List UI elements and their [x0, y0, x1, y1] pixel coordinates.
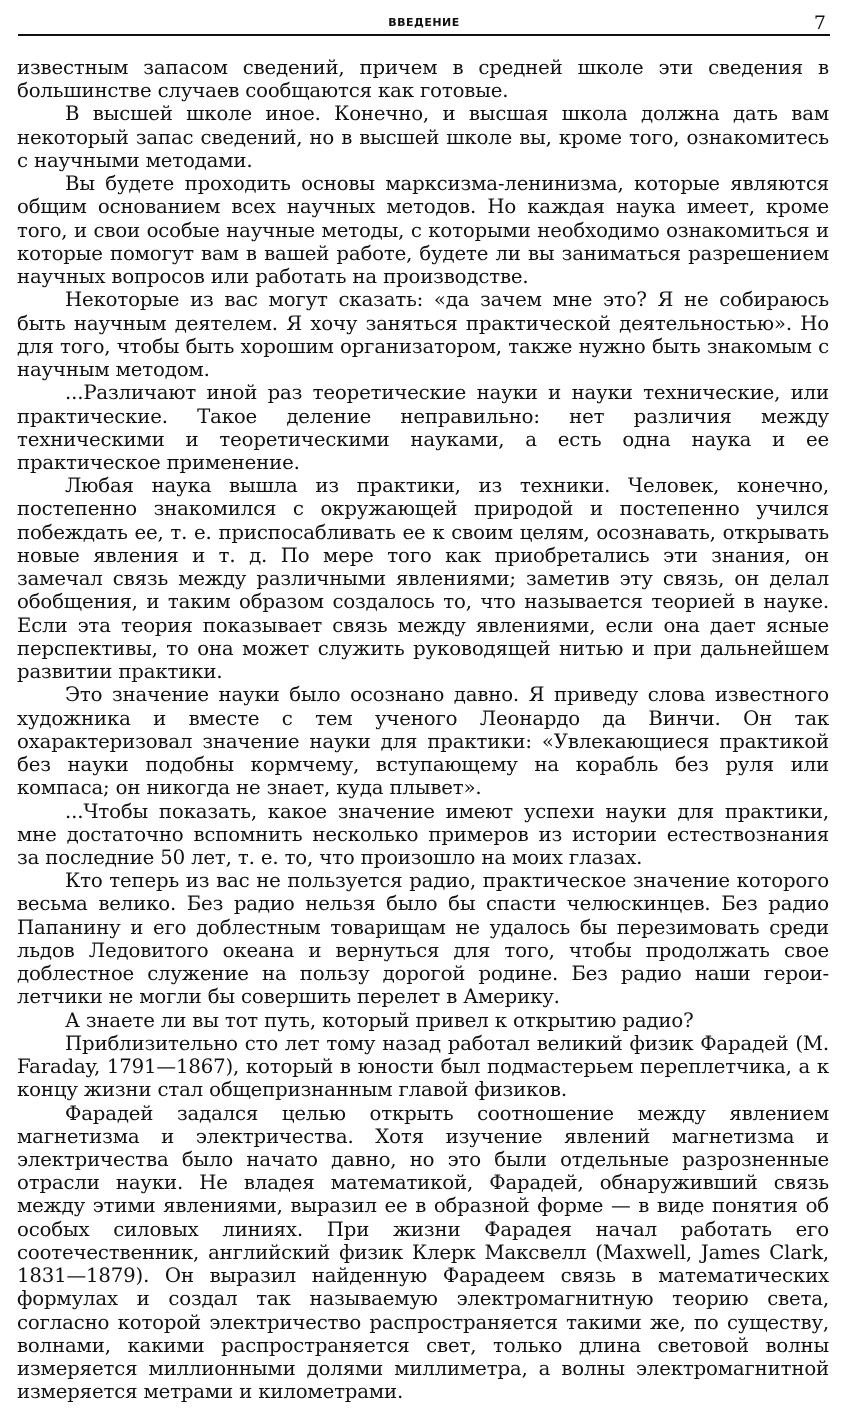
paragraph-practice: Любая наука вышла из практики, из техники. Человек, конечно, постепенно знакомился с окружающей природой и постепенно учился побеждать ее, т. е. приспосабливать ее к своим целям, осознавать, открывать новые явления и т. д. По мере того как приобретались эти знания, он замечал связь между различными явлениями; заметив эту связь, он делал обобщения, и таким образом создалось то, что называется теорией в науке. Если эта теория показывает связь между явлениями, если она дает ясные перспективы, то она может служить руководящей нитью и при дальнейшем развитии практики. [17, 474, 829, 684]
header-rule [18, 34, 830, 36]
body-text [17, 56, 829, 1404]
running-head [18, 12, 830, 34]
paragraph-leonardo: Это значение науки было осознано давно. Я приведу слова известного художника и вместе с тем ученого Леонардо да Винчи. Он так охарактеризовал значение науки для практики: «Увлекающиеся практикой без науки подобны кормчему, вступающему на корабль без руля или компаса; он никогда не знает, куда плывет». [17, 683, 829, 800]
paragraph-theoretical-technical: ...Различают иной раз теоретические науки и науки технические, или практические. Такое деление неправильно: нет различия между техническими и теоретическими науками, а есть одна наука и ее практическое применение. [17, 381, 829, 474]
chapter-title: ВВЕДЕНИЕ [388, 16, 460, 29]
paragraph-examples: ...Чтобы показать, какое значение имеют успехи науки для практики, мне достаточно вспомнить несколько примеров из истории естествознания за последние 50 лет, т. е. то, что произошло на моих глазах. [17, 799, 829, 869]
paragraph-continuation: известным запасом сведений, причем в средней школе эти сведения в большинстве случаев сообщаются как готовые. [17, 56, 829, 103]
paragraph-faraday: Приблизительно сто лет тому назад работал великий физик Фарадей (M. Faraday, 1791—1867), который в юности был подмастерьем переплетчика, а к концу жизни стал общепризнанным главой физиков. [17, 1031, 829, 1102]
paragraph-question: А знаете ли вы тот путь, который привел к открытию радио? [65, 1008, 694, 1032]
paragraph-radio: Кто теперь из вас не пользуется радио, практическое значение которого весьма велико. Без радио нельзя было бы спасти челюскинцев. Без радио Папанину и его доблестным товарищам не удалось бы перезимовать среди льдов Ледовитого океана и вернуться для того, чтобы продолжать свое доблестное служение на пользу дорогой родине. Без радио наши герои-летчики не могли бы совершить перелет в Америку. [17, 869, 829, 1009]
paragraph-maxwell: Фарадей задался целью открыть соотношение между явлением магнетизма и электричества. Хотя изучение явлений магнетизма и электричества было начато давно, но это были отдельные разрозненные отрасли науки. Не владея математикой, Фарадей, обнаруживший связь между этими явлениями, выразил ее в образной форме — в виде понятия об особых силовых линиях. При жизни Фарадея начал работать его соотечественник, английский физик Клерк Максвелл (Maxwell, James Clark, 1831—1879). Он выразил найденную Фарадеем связь в математических формулах и создал так называемую электромагнитную теорию света, согласно которой электричество распространяется такими же, по существу, волнами, какими распространяется свет, только длина световой волны измеряется миллионными долями миллиметра, а волны электромагнитной измеряется метрами и километрами. [17, 1101, 829, 1404]
paragraph-marxism-leninism: Вы будете проходить основы марксизма-ленинизма, которые являются общим основанием всех научных методов. Но каждая наука имеет, кроме того, и свои особые научные методы, с которыми необходимо ознакомиться и которые помогут вам в вашей работе, будете ли вы заниматься разрешением научных вопросов или работать на производстве. [17, 172, 829, 289]
page-number: 7 [813, 12, 826, 34]
paragraph-scientific-method: Некоторые из вас могут сказать: «да зачем мне это? Я не собираюсь быть научным деятелем. Я хочу заняться практической деятельностью». Но для того, чтобы быть хорошим организатором, также нужно быть знакомым с научным методом. [17, 288, 829, 382]
paragraph-higher-school: В высшей школе иное. Конечно, и высшая школа должна дать вам некоторый запас сведений, но в высшей школе вы, кроме того, ознакомитесь с научными методами. [17, 102, 829, 172]
